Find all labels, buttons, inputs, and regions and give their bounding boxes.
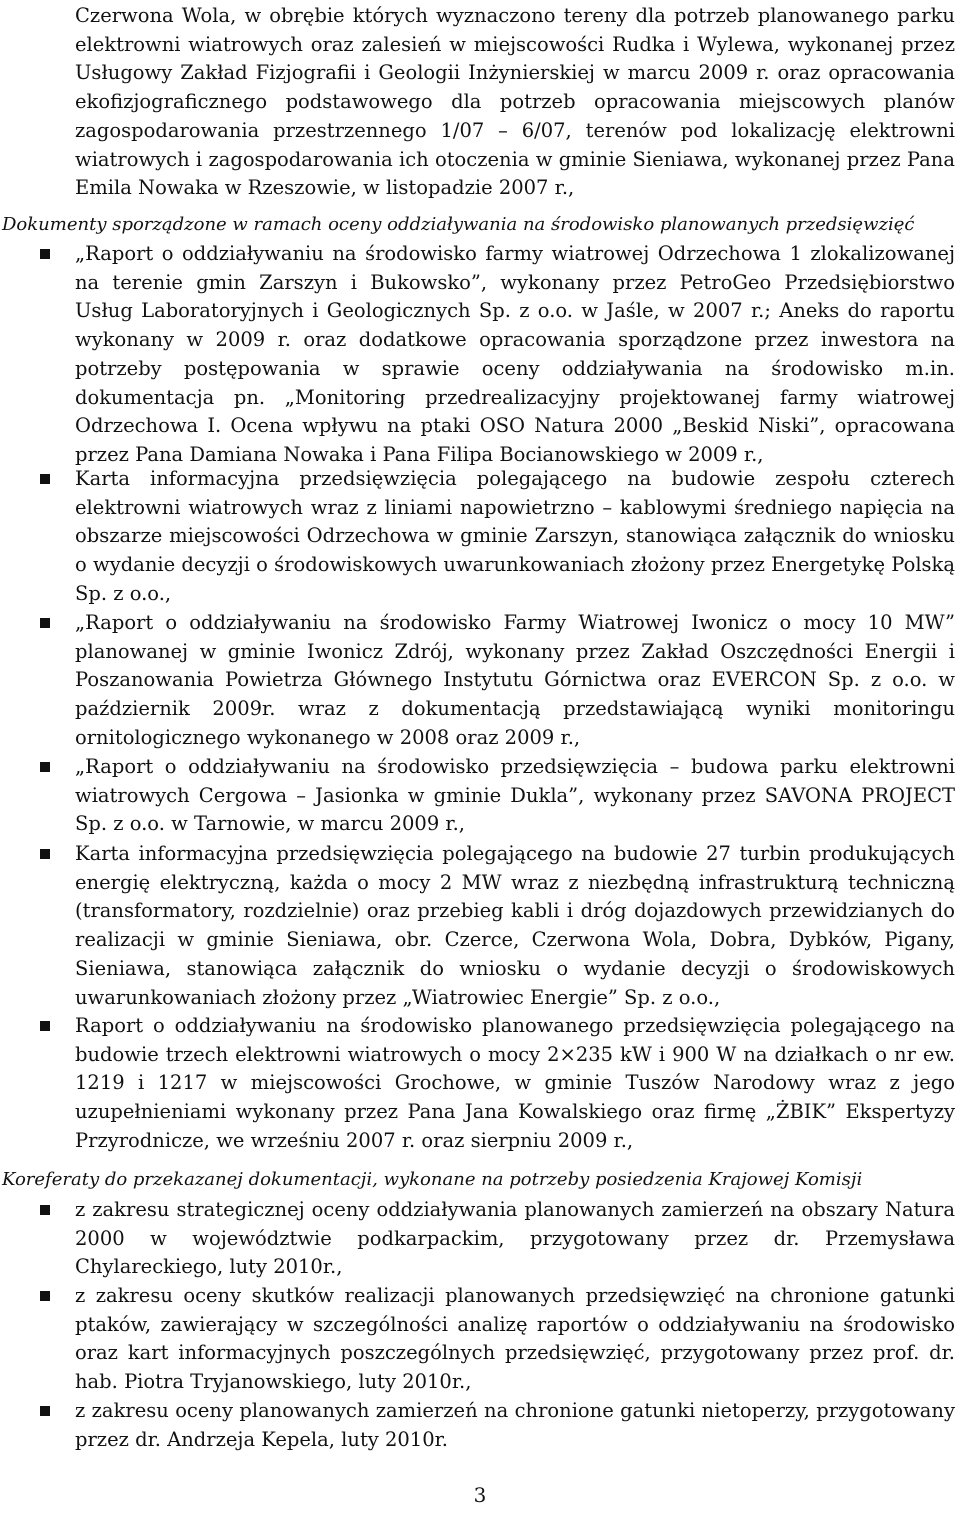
- list-item-text: Karta informacyjna przedsięwzięcia polegającego na budowie 27 turbin produkujących energię elektryczną, każda o mocy 2 MW wraz z niezbędną infrastrukturą techniczną (transformatory, rozdzielnie) oraz przebieg kabli i dróg dojazdowych przewidzianych do realizacji w gminie Sieniawa, obr. Czerce, Czerwona Wola, Dobra, Dybków, Pigany, Sieniawa, stanowiąca załącznik do wniosku o wydanie decyzji o środowiskowych uwarunkowaniach złożony przez „Wiatrowiec Energie” Sp. z o.o.,: [75, 842, 955, 1009]
- list-item-text: z zakresu oceny planowanych zamierzeń na chronione gatunki nietoperzy, przygotowany przez dr. Andrzeja Kepela, luty 2010r.: [75, 1399, 955, 1451]
- bullet-icon: [40, 849, 50, 859]
- page-number: 3: [473, 1483, 487, 1507]
- bullet-icon: [40, 1406, 50, 1416]
- bullet-icon: [40, 618, 50, 628]
- bullet-icon: [40, 249, 50, 259]
- bullet-icon: [40, 1205, 50, 1215]
- intro-paragraph: Czerwona Wola, w obrębie których wyznaczono tereny dla potrzeb planowanego parku elektrowni wiatrowych oraz zalesień w miejscowości Rudka i Wylewa, wykonanej przez Usługowy Zakład Fizjografii i Geologii Inżynierskiej w marcu 2009 r. oraz opracowania ekofizjograficznego podstawowego dla potrzeb opracowania miejscowych planów zagospodarowania przestrzennego 1/07 – 6/07, terenów pod lokalizację elektrowni wiatrowych i zagospodarowania ich otoczenia w gminie Sieniawa, wykonanej przez Pana Emila Nowaka w Rzeszowie, w listopadzie 2007 r.,: [75, 4, 955, 200]
- list-item: [40, 1397, 955, 1454]
- bullet-icon: [40, 1021, 50, 1031]
- bullet-icon: [40, 1291, 50, 1301]
- section-heading-documents: Dokumenty sporządzone w ramach oceny oddziaływania na środowisko planowanych przedsięwzięć: [2, 214, 915, 235]
- list-item-text: z zakresu oceny skutków realizacji planowanych przedsięwzięć na chronione gatunki ptaków, zawierający w szczególności analizę raportów o oddziaływaniu na środowisko oraz kart informacyjnych poszczególnych przedsięwzięć, przygotowany przez prof. dr. hab. Piotra Tryjanowskiego, luty 2010r.,: [75, 1284, 955, 1394]
- list-item-text: „Raport o oddziaływaniu na środowisko farmy wiatrowej Odrzechowa 1 zlokalizowanej na terenie gmin Zarszyn i Bukowsko”, wykonany przez PetroGeo Przedsiębiorstwo Usług Laboratoryjnych i Geologicznych Sp. z o.o. w Jaśle, w 2007 r.; Aneks do raportu wykonany w 2009 r. oraz dodatkowe opracowania sporządzone przez inwestora na potrzeby postępowania w sprawie oceny oddziaływania na środowisko m.in. dokumentacja pn. „Monitoring przedrealizacyjny projektowanej farmy wiatrowej Odrzechowa I. Ocena wpływu na ptaki OSO Natura 2000 „Beskid Niski”, opracowana przez Pana Damiana Nowaka i Pana Filipa Bocianowskiego w 2009 r.,: [75, 242, 955, 466]
- list-item: [40, 1282, 955, 1397]
- bullet-icon: [40, 474, 50, 484]
- list-item: [40, 1196, 955, 1282]
- list-item: [40, 609, 955, 753]
- list-item-text: „Raport o oddziaływaniu na środowisko Farmy Wiatrowej Iwonicz o mocy 10 MW” planowanej w gminie Iwonicz Zdrój, wykonany przez Zakład Oszczędności Energii i Poszanowania Powietrza Głównego Instytutu Górnictwa oraz EVERCON Sp. z o.o. w październik 2009r. wraz z dokumentacją przedstawiającą wyniki monitoringu ornitologicznego wykonanego w 2008 oraz 2009 r.,: [75, 611, 955, 749]
- list-item: [40, 840, 955, 1012]
- section-heading-coreferees: Koreferaty do przekazanej dokumentacji, wykonane na potrzeby posiedzenia Krajowej Komisji: [2, 1169, 863, 1190]
- list-item: [40, 465, 955, 609]
- list-item-text: „Raport o oddziaływaniu na środowisko przedsięwzięcia – budowa parku elektrowni wiatrowych Cergowa – Jasionka w gminie Dukla”, wykonany przez SAVONA PROJECT Sp. z o.o. w Tarnowie, w marcu 2009 r.,: [75, 755, 955, 836]
- list-item: [40, 240, 955, 470]
- bullet-icon: [40, 762, 50, 772]
- list-item: [40, 1012, 955, 1156]
- list-item-text: Raport o oddziaływaniu na środowisko planowanego przedsięwzięcia polegającego na budowie trzech elektrowni wiatrowych o mocy 2×235 kW i 900 W na działkach o nr ew. 1219 i 1217 w miejscowości Grochowe, w gminie Tuszów Narodowy wraz z jego uzupełnieniami wykonany przez Pana Jana Kowalskiego oraz firmę „ŻBIK” Ekspertyzy Przyrodnicze, we wrześniu 2007 r. oraz sierpniu 2009 r.,: [75, 1014, 955, 1152]
- list-item-text: Karta informacyjna przedsięwzięcia polegającego na budowie zespołu czterech elektrowni wiatrowych wraz z liniami napowietrzno – kablowymi średniego napięcia na obszarze miejscowości Odrzechowa w gminie Zarszyn, stanowiąca załącznik do wniosku o wydanie decyzji o środowiskowych uwarunkowaniach złożony przez Energetykę Polską Sp. z o.o.,: [75, 467, 955, 605]
- list-item: [40, 753, 955, 839]
- list-item-text: z zakresu strategicznej oceny oddziaływania planowanych zamierzeń na obszary Natura 2000 w województwie podkarpackim, przygotowany przez dr. Przemysława Chylareckiego, luty 2010r.,: [75, 1198, 955, 1279]
